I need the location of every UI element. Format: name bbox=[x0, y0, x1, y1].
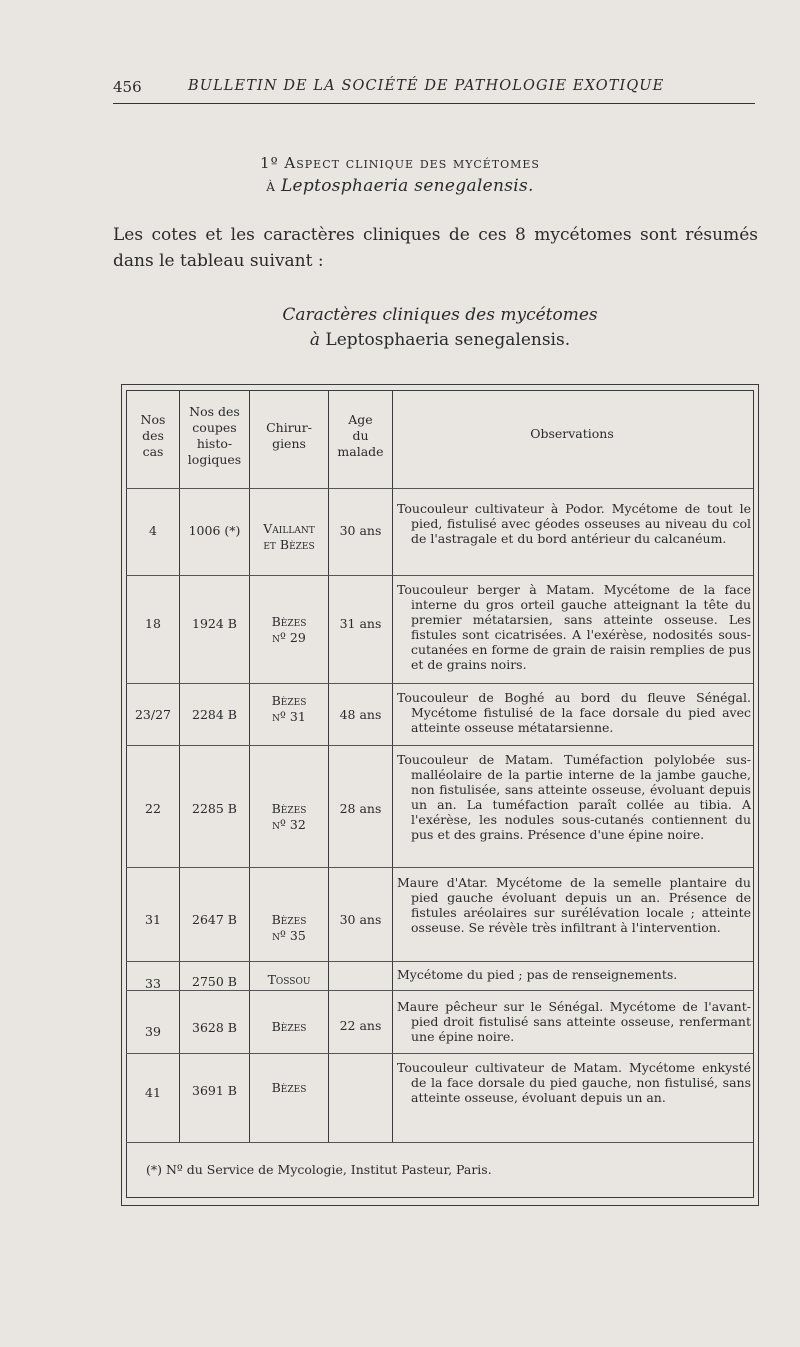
running-header bbox=[113, 76, 755, 102]
section-subtitle-species: Leptosphaeria senegalensis. bbox=[280, 176, 534, 196]
intro-paragraph: Les cotes et les caractères cliniques de ces 8 mycétomes sont résumés dans le tableau suivant : bbox=[113, 225, 758, 271]
cell-age: 30 ans bbox=[339, 912, 382, 927]
cell-age: 48 ans bbox=[339, 707, 382, 722]
cell-coupe: 3628 B bbox=[192, 1020, 237, 1035]
cell-chirurgiens: Bèzes nº 32 bbox=[271, 801, 307, 832]
cell-observations: Maure d'Atar. Mycétome de la semelle plantaire du pied gauche évoluant depuis un an. Présence de fistules aréolaires sur surélévation locale ; atteinte osseuse. Se révèle très infiltrant à l'intervention. bbox=[397, 875, 751, 935]
cell-cas: 18 bbox=[145, 616, 161, 631]
table-footnote: (*) Nº du Service de Mycologie, Institut Pasteur, Paris. bbox=[146, 1162, 492, 1177]
cell-chirurgiens: Vaillant et Bèzes bbox=[263, 521, 315, 552]
cell-coupe: 2285 B bbox=[192, 801, 237, 816]
cell-age: 31 ans bbox=[339, 616, 382, 631]
cell-coupe: 2750 B bbox=[192, 974, 237, 989]
section-subtitle bbox=[0, 176, 800, 196]
cell-observations: Toucouleur de Boghé au bord du fleuve Sénégal. Mycétome fistulisé de la face dorsale du pied avec atteinte osseuse métatarsienne. bbox=[397, 690, 751, 735]
header-observations: Observations bbox=[530, 426, 614, 441]
row-divider bbox=[126, 867, 753, 868]
header-age: Age du malade bbox=[337, 412, 384, 459]
header-coupes: Nos des coupes histo- logiques bbox=[187, 404, 242, 467]
cell-observations: Mycétome du pied ; pas de renseignements. bbox=[397, 967, 678, 982]
row-divider bbox=[126, 961, 753, 962]
cell-cas: 41 bbox=[145, 1085, 161, 1100]
cell-observations: Toucouleur cultivateur à Podor. Mycétome de tout le pied, fistulisé avec géodes osseuses au niveau du col de l'astragale et du bord antérieur du calcanéum. bbox=[397, 501, 751, 546]
cell-cas: 33 bbox=[145, 976, 161, 991]
cell-cas: 22 bbox=[145, 801, 161, 816]
row-divider bbox=[126, 488, 753, 489]
cell-cas: 4 bbox=[149, 523, 157, 538]
section-title: 1º Aspect clinique des mycétomes bbox=[260, 154, 540, 172]
caption-species: Leptosphaeria senegalensis. bbox=[325, 330, 571, 350]
row-divider bbox=[126, 683, 753, 684]
cell-coupe: 1006 (*) bbox=[188, 523, 241, 538]
cell-chirurgiens: Bèzes nº 31 bbox=[271, 693, 307, 724]
cell-chirurgiens: Tossou bbox=[267, 972, 311, 987]
cell-age: 30 ans bbox=[339, 523, 382, 538]
cell-coupe: 2647 B bbox=[192, 912, 237, 927]
cell-cas: 31 bbox=[145, 912, 161, 927]
row-divider bbox=[126, 1142, 753, 1143]
journal-title: BULLETIN DE LA SOCIÉTÉ DE PATHOLOGIE EXOTIQUE bbox=[188, 78, 665, 94]
cell-age: 22 ans bbox=[339, 1018, 382, 1033]
row-divider bbox=[126, 990, 753, 991]
section-subtitle-prefix: à bbox=[266, 176, 276, 196]
cell-chirurgiens: Bèzes nº 35 bbox=[271, 912, 307, 943]
row-divider bbox=[126, 1053, 753, 1054]
cell-chirurgiens: Bèzes bbox=[271, 1080, 307, 1095]
header-chirurgiens: Chirur- giens bbox=[266, 420, 312, 451]
page-number: 456 bbox=[113, 78, 142, 96]
cell-coupe: 2284 B bbox=[192, 707, 237, 722]
cell-coupe: 1924 B bbox=[192, 616, 237, 631]
header-rule bbox=[113, 103, 755, 104]
header-nos-cas: Nos des cas bbox=[140, 412, 166, 459]
cell-observations: Maure pêcheur sur le Sénégal. Mycétome de l'avant-pied droit fistulisé sans atteinte osseuse, renfermant une épine noire. bbox=[397, 999, 751, 1044]
cell-observations: Toucouleur de Matam. Tuméfaction polylobée sus-malléolaire de la partie interne de la jambe gauche, non fistulisée, sans atteinte osseuse, évoluant depuis un an. La tuméfaction paraît collée au tibia. A l'exérèse, les nodules sous-cutanés contiennent du pus et des grains. Présence d'une épine noire. bbox=[397, 752, 751, 842]
table-caption: Caractères cliniques des mycétomes bbox=[282, 305, 598, 325]
row-divider bbox=[126, 575, 753, 576]
cell-observations: Toucouleur berger à Matam. Mycétome de la face interne du gros orteil gauche atteignant la tête du premier métatarsien, sans atteinte osseuse. Les fistules sont cicatrisées. A l'exérèse, nodosités sous-cutanées en forme de grain de raisin remplies de pus et de grains noirs. bbox=[397, 582, 751, 672]
cell-chirurgiens: Bèzes nº 29 bbox=[271, 614, 307, 645]
cell-cas: 23/27 bbox=[134, 707, 172, 722]
table-caption-species bbox=[0, 330, 800, 350]
cell-cas: 39 bbox=[145, 1024, 161, 1039]
column-divider bbox=[392, 390, 393, 1142]
cell-age: 28 ans bbox=[339, 801, 382, 816]
caption-prefix: à bbox=[309, 330, 321, 350]
row-divider bbox=[126, 745, 753, 746]
cell-coupe: 3691 B bbox=[192, 1083, 237, 1098]
cell-chirurgiens: Bèzes bbox=[271, 1019, 307, 1034]
cell-observations: Toucouleur cultivateur de Matam. Mycétome enkysté de la face dorsale du pied gauche, non fistulisé, sans atteinte osseuse, évoluant depuis un an. bbox=[397, 1060, 751, 1105]
